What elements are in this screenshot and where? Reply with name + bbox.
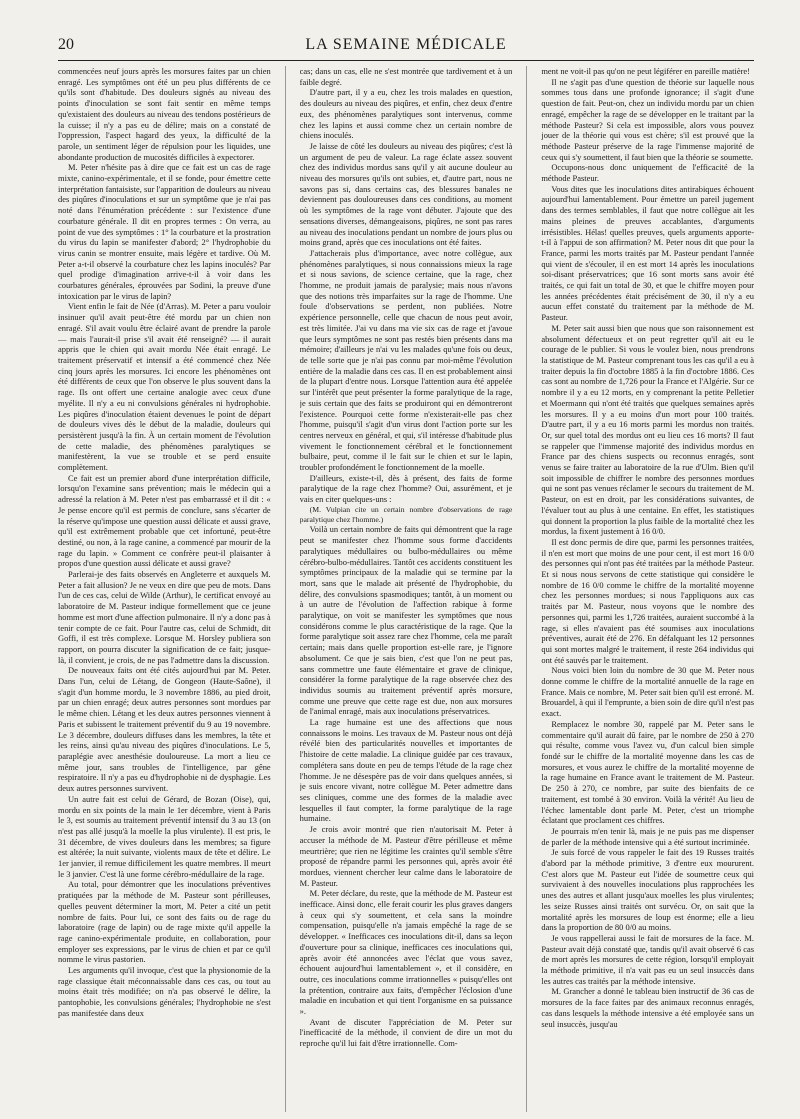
paragraph: Un autre fait est celui de Gérard, de Bozan (Oise), qui, mordu en six points de la main le 1er décembre, vient à Paris le 3, est soumis au traitement préventif intensif du 3 au 13 (on n'est pas allé jusqu'à la moelle la plus virulente). Il est pris, le 31 décembre, de vives douleurs dans les membres; sa figure est altérée; la nuit suivante, violents maux de tête et délire. Le 1er janvier, il remue difficilement les quatre membres. Il meurt le 3 janvier. C'est là une forme cérébro-médullaire de la rage.: [58, 793, 271, 879]
journal-title: LA SEMAINE MÉDICALE: [305, 36, 507, 53]
paragraph: M. Peter sait aussi bien que nous que son raisonnement est absolument défectueux et on peut regretter qu'il ait eu le courage de le publier. Si vous le voulez bien, nous prendrons la statistique de M. Pasteur comprenant tous les cas qu'il a eu à traiter depuis la fin d'octobre 1885 à la fin d'octobre 1886. Ces cas sont au nombre de 1,726 pour la France et l'Algérie. Sur ce nombre il y a eu 12 morts, en y comprenant la petite Pelletier et Moermann qui n'ont été traités que quelques semaines après les morsures. Il y a eu moins d'un mort pour 100 traités. D'autre part, il y a eu 16 morts parmi les mordus non traités. Or, sur quel total des mordus ont eu lieu ces 16 morts? Il faut se rappeler que l'immense majorité des individus mordus en France par des chiens suspects ou reconnus enragés, sont venus se faire traiter au laboratoire de la rue d'Ulm. Bien qu'il soit impossible de chiffrer le nombre des personnes mordues qui ne sont pas venues réclamer le secours du traitement de M. Pasteur, on est en droit, par les considérations suivantes, de l'évaluer tout au plus à une centaine. En effet, les statistiques qui donnent la proportion la plus faible de la mortalité chez les mordus, la fixent justement à 16 0/0.: [541, 322, 754, 537]
paragraph: Nous voici bien loin du nombre de 30 que M. Peter nous donne comme le chiffre de la mortalité annuelle de la rage en France. Mais ce nombre, M. Peter sait bien qu'il est erroné. M. Brouardel, à qui il l'emprunte, a bien soin de dire qu'il n'est pas exact.: [541, 665, 754, 719]
paragraph: Parlerai-je des faits observés en Angleterre et auxquels M. Peter a fait allusion? Je ne veux en dire que peu de mots. Dans l'un de ces cas, celui de Wilde (Arthur), le certificat envoyé au laboratoire de M. Pasteur indique formellement que ce jeune homme est mort d'une affection pulmonaire. Il n'y a donc pas à tenir compte de ce fait. Pour l'autre cas, celui de Schmidt, dit Goffi, il est très complexe. Lorsque M. Horsley publiera son rapport, on pourra discuter la signification de ce fait; jusque-là, il convient, je crois, de ne pas l'admettre dans la discussion.: [58, 569, 271, 665]
text-columns: [58, 66, 754, 1112]
paragraph: De nouveaux faits ont été cités aujourd'hui par M. Peter. Dans l'un, celui de Létang, de Gongeon (Haute-Saône), il s'agit d'un homme mordu, le 3 novembre 1886, au pied droit, par un chien enragé; deux autres personnes sont mordues par le même chien. Létang et les deux autres personnes viennent à Paris et subissent le traitement préventif du 9 au 19 novembre. Le 3 décembre, douleurs diffuses dans les membres, la tête et les reins, ainsi qu'au niveau des piqûres d'inoculations. Le 5, paraplégie avec anesthésie douloureuse. La mort a lieu ce même jour, sans troubles de l'intelligence, par gêne respiratoire. Il n'y a pas eu d'hydrophobie ni de dysphagie. Les deux autres personnes survivent.: [58, 665, 271, 794]
paragraph: Au total, pour démontrer que les inoculations préventives pratiquées par la méthode de M. Pasteur sont périlleuses, quelles peuvent déterminer la mort, M. Peter a cité un petit nombre de faits. Pour lui, ce sont des faits ou de rage du laboratoire (rage de lapin) ou de rage mixte qu'il appelle la rage canino-expérimentale produite, en collaboration, pour employer ses expressions, par le virus de chien et par ce qu'il nomme le virus pastorien.: [58, 879, 271, 965]
paragraph: D'autre part, il y a eu, chez les trois malades en question, des douleurs au niveau des piqûres, et enfin, chez deux d'entre eux, des phénomènes paralytiques sont intervenus, comme chez les lapins et aussi comme chez un certain nombre de chiens inoculés.: [299, 87, 513, 141]
paragraph: (M. Vulpian cite un certain nombre d'observations de rage paralytique chez l'homme.): [299, 504, 513, 524]
paragraph: D'ailleurs, existe-t-il, dès à présent, des faits de forme paralytique de la rage chez l'homme? Oui, assurément, et je vais en citer quelques-uns :: [299, 472, 513, 505]
page-number: 20: [58, 36, 74, 53]
paragraph: M. Peter déclare, du reste, que la méthode de M. Pasteur est inefficace. Ainsi donc, elle ferait courir les plus graves dangers à ceux qui s'y soumettent, et cela sans la moindre compensation, puisqu'elle n'a jamais empêché la rage de se développer. « Inefficaces ces inoculations dit-il, dans sa leçon d'ouverture pour sa clinique, inefficaces ces inoculations qui, après avoir été annoncées avec l'éclat que vous savez, échouent aujourd'hui lamentablement », et il considère, en outre, ces inoculations comme irrationnelles « puisqu'elles ont la prétention, contraire aux faits, d'empêcher l'éclosion d'une maladie en incubation et qui tient l'organisme en sa puissance ».: [299, 888, 513, 1017]
paragraph: Avant de discuter l'appréciation de M. Peter sur l'inefficacité de la méthode, il convient de dire un mot du reproche qu'il lui fait d'être irrationnelle. Com-: [299, 1016, 513, 1049]
paragraph: M. Peter n'hésite pas à dire que ce fait est un cas de rage mixte, canino-expérimentale, et il se fonde, pour émettre cette interprétation fantaisiste, sur l'apparition de douleurs au niveau des piqûres d'inoculations et sur un symptôme que je n'ai pas noté dans l'énumération précédente : sur l'existence d'une courbature générale. Il dit en propres termes : On verra, au point de vue des symptômes : 1° la courbature et la prostration du virus du lapin se manifester d'abord; 2° l'hydrophobie du virus canin se montrer ensuite, mais légère et tardive. Où M. Peter a-t-il observé la courbature chez les lapins inoculés? Par quel prodige d'imagination arrive-t-il à voir dans les courbatures générales, éprouvées par Sodini, la preuve d'une intoxication par le virus de lapin?: [58, 162, 271, 301]
column-3: [541, 66, 754, 1112]
paragraph: Occupons-nous donc uniquement de l'efficacité de la méthode Pasteur.: [541, 162, 754, 184]
paragraph: Il ne s'agit pas d'une question de théorie sur laquelle nous sommes tous dans une profonde ignorance; il s'agit d'une question de fait. Peut-on, chez un individu mordu par un chien enragé, empêcher la rage de se développer en le traitant par la méthode Pasteur? Si cela est impossible, alors vous pouvez jouer de la théorie qui vous est chère; s'il est prouvé que la méthode Pasteur préserve de la rage l'immense majorité de ceux qui s'y soumettent, il faut bien que la théorie se soumette.: [541, 76, 754, 162]
paragraph: Je laisse de côté les douleurs au niveau des piqûres; c'est là un argument de peu de valeur. La rage éclate assez souvent chez des individus mordus sans qu'il y ait aucune douleur au niveau des morsures qu'ils ont subies, et, d'autre part, nous ne savons pas si, dans certains cas, des blessures banales ne deviennent pas douloureuses dans ces conditions, au moment où les symptômes de la rage vont débuter. J'ajoute que des sensations diverses, démangeaisons, piqûres, ne sont pas rares au niveau des inoculations pendant un nombre de jours plus ou moins grand, après que ces inoculations ont été faites.: [299, 140, 513, 248]
paragraph: Les arguments qu'il invoque, c'est que la physionomie de la rage classique était méconnaissable dans ces cas, ou tout au moins était très modifiée; on n'a pas observé le délire, la pantophobie, les convulsions générales; l'hydrophobie ne s'est pas manifestée dans deux: [58, 965, 271, 1018]
paragraph: Ce fait est un premier abord d'une interprétation difficile, lorsqu'on l'examine sans prévention; mais le médecin qui a adressé la relation à M. Peter n'est pas embarrassé et il dit : « Je pense encore qu'il est permis de conclure, sans s'écarter de la réserve qu'impose une question aussi délicate et aussi grave, qu'il est extrêmement probable que cet infortuné, peut-être destiné, ou non, à la rage canine, a commencé par mourir de la rage du lapin. » Comment ce confrère peut-il plaisanter à propos d'une question aussi délicate et aussi grave?: [58, 472, 271, 569]
paragraph: Je crois avoir montré que rien n'autorisait M. Peter à accuser la méthode de M. Pasteur d'être périlleuse et même meurtrière; que rien ne légitime les craintes qu'il semble s'être proposé de répandre parmi les personnes qui, après avoir été mordues, viennent chercher leur calme dans le laboratoire de M. Pasteur.: [299, 824, 513, 888]
column-divider: [285, 66, 286, 1112]
paragraph: Il est donc permis de dire que, parmi les personnes traitées, il n'en est mort que moins de une pour cent, il est mort 16 0/0 des personnes qui n'ont pas été traitées par la méthode Pasteur. Et si nous nous servons de cette statistique qui considère le nombre de 16 0/0 comme le chiffre de la mortalité moyenne chez les personnes mordues; si nous l'appliquons aux cas traités par M. Pasteur, nous voyons que le nombre des personnes qui, parmi les 1,726 traitées, auraient succombé à la rage, si elles n'avaient pas été soumises aux inoculations préventives, aurait été de 276. En défalquant les 12 personnes qui sont mortes malgré le traitement, il reste 264 individus qui ont été sauvés par le traitement.: [541, 536, 754, 665]
column-divider: [526, 66, 527, 1112]
paragraph: La rage humaine est une des affections que nous connaissons le moins. Les travaux de M. Pasteur nous ont déjà révélé bien des particularités nouvelles et importantes de l'histoire de cette maladie. La clinique guidée par ces travaux, complétera sans doute en peu de temps l'étude de la rage chez l'homme. Je ne désespère pas de voir dans quelques années, si je suis encore vivant, notre collègue M. Peter admettre dans ses cliniques, comme une des formes de la maladie avec lesquelles il faut compter, la forme paralytique de la rage humaine.: [299, 717, 513, 824]
paragraph: J'attacherais plus d'importance, avec notre collègue, aux phénomènes paralytiques, si nous connaissions mieux la rage et si nous savions, de science certaine, que la rage, chez l'homme, ne produit jamais de paralysie; mais nous n'avons que des notions très imparfaites sur la rage de l'homme. Une foule d'observations se perdent, non publiées. Notre expérience personnelle, celle que chacun de nous peut avoir, est très limitée. J'ai vu dans ma vie six cas de rage et j'avoue que leurs symptômes ne sont pas restés bien présents dans ma mémoire; d'ailleurs je n'ai vu les malades qu'une fois ou deux, de telle sorte que je n'ai pas connu par moi-même l'évolution entière de la maladie dans ces cas. Il en est probablement ainsi de la plupart d'entre nous. Lorsque l'attention aura été appelée sur l'intérêt que peut présenter la forme paralytique de la rage, je suis certain que des faits se produiront qui en démontreront l'existence. Pourquoi cette forme n'existerait-elle pas chez l'homme, puisqu'il s'agit d'un virus dont l'action porte sur les centres nerveux en général, et qui, s'il intéresse d'habitude plus vivement le fonctionnement cérébral et le fonctionnement bulbaire, peut, comme il le fait sur le chien et sur le lapin, troubler profondément le fonctionnement de la moelle.: [299, 247, 513, 473]
paragraph: Vous dites que les inoculations dites antirabiques échouent aujourd'hui lamentablement. Pour émettre un pareil jugement dans des termes semblables, il faut que notre collègue ait les mains pleines de preuves accablantes, d'arguments irrésistibles. Hélas! quelles preuves, quels arguments apporte-t-il à l'appui de son affirmation? M. Peter nous dit que pour la France, parmi les morts traités par M. Pasteur pendant l'année qui vient de s'écouler, il en est mort 14 après les inoculations soi-disant préservatrices; que 16 sont morts sans avoir été traités, ce qui fait un total de 30, et que le chiffre moyen pour les années précédentes était précisément de 30, il n'y a eu aucun effet constaté du traitement par la méthode de M. Pasteur.: [541, 183, 754, 323]
header-rule: [58, 60, 754, 61]
paragraph: Voilà un certain nombre de faits qui démontrent que la rage peut se manifester chez l'homme sous forme d'accidents paralytiques médullaires ou bulbo-médullaires ou même cérébro-bulbo-médullaires. Tantôt ces accidents constituent les symptômes principaux de la maladie qui se termine par la mort, sans que le malade ait présenté de l'hydrophobie, du délire, des convulsions spasmodiques; tantôt, à un moment ou à un autre de l'évolution de l'affection rabique à forme paralytique, on voit se manifester les symptômes que nous considérons comme le plus caractéristique de la rage. Que la forme paralytique soit assez rare chez l'homme, cela me paraît certain; mais dans quelle proportion est-elle rare, je l'ignore absolument. Ce que je sais bien, c'est que l'on ne peut pas, sans commettre une faute élémentaire et grave de clinique, considérer la forme paralytique de la rage observée chez des individus soumis au traitement préventif après morsure, comme une preuve que cette rage est due, non aux morsures de l'animal enragé, mais aux inoculations préservatrices.: [299, 524, 513, 717]
paragraph: M. Grancher a donné le tableau bien instructif de 36 cas de morsures de la face faites par des animaux reconnus enragés, cas dans lesquels la méthode intensive a été employée sans un seul insuccès, jusqu'au: [541, 986, 754, 1029]
paragraph: commencées neuf jours après les morsures faites par un chien enragé. Les symptômes ont été un peu plus différents de ce qu'ils sont d'habitude. Des douleurs signés au niveau des points d'inoculation se sont fait sentir en même temps qu'existaient des douleurs au niveau des tendons postérieurs de la cuisse; il n'y a pas eu de délire; mais on a constaté de l'oppression, l'aspect hagard des yeux, la difficulté de la parole, un sentiment léger de répulsion pour les liquides, une abondante production de mucosités difficiles à expectorer.: [58, 66, 271, 162]
paragraph: Je suis forcé de vous rappeler le fait des 19 Russes traités d'abord par la méthode primitive, 3 d'entre eux moururent. C'est alors que M. Pasteur eut l'idée de soumettre ceux qui survivaient à des nouvelles inoculations plus rapprochées les unes des autres et allant jusqu'aux moelles les plus virulentes; les seize Russes ainsi traités ont survécu. Or, on sait que la mortalité après les morsures de loup est énorme; elle a lieu dans la proportion de 80 0/0 au moins.: [541, 847, 754, 933]
column-2: [300, 66, 513, 1112]
paragraph: Vient enfin le fait de Née (d'Arras). M. Peter a paru vouloir insinuer qu'il avait peut-être été mordu par un chien non enragé. S'il avait voulu être éclairé avant de prendre la parole — mais l'aurait-il prise s'il avait été renseigné? — il aurait appris que le chien qui avait mordu Née était enragé. Le traitement préservatif et intensif a été commencé chez Née cinq jours après les morsures. Ici encore les phénomènes ont été différents de ceux que l'on observe le plus souvent dans la rage. Ils ont offert une certaine analogie avec ceux d'une myélite. Il n'y a eu ni convulsions générales ni hydrophobie. Les piqûres d'inoculation étaient devenues le point de départ de douleurs vives dès le début de la maladie, douleurs qui persistèrent jusqu'à la fin. À un certain moment de l'évolution de cette maladie, des phénomènes paralytiques se manifestèrent, la vue se trouble et se perd ensuite complètement.: [58, 301, 271, 473]
paragraph: cas; dans un cas, elle ne s'est montrée que tardivement et à un faible degré.: [299, 66, 513, 87]
page-header: [58, 0, 754, 62]
paragraph: ment ne voit-il pas qu'on ne peut légiférer en pareille matière!: [541, 66, 750, 76]
column-1: [58, 66, 271, 1112]
paragraph: Je pourrais m'en tenir là, mais je ne puis pas me dispenser de parler de la méthode intensive qui a été surtout incriminée.: [541, 825, 754, 847]
paragraph: Remplacez le nombre 30, rappelé par M. Peter sans le commentaire qu'il aurait dû faire, par le nombre de 250 à 270 qui résulte, comme vous l'avez vu, d'un calcul bien simple fondé sur le chiffre de la mortalité moyenne dans les cas de morsures, et vous aurez le chiffre de la mortalité moyenne de la rage humaine en France avant le traitement de M. Pasteur. De 250 à 270, ce nombre, par suite des bienfaits de ce traitement, est tombé à 30 environ. Voilà la vérité! Au lieu de l'échec lamentable dont parle M. Peter, c'est un triomphe éclatant que proclament ces chiffres.: [541, 718, 754, 826]
paragraph: Je vous rappellerai aussi le fait de morsures de la face. M. Pasteur avait déjà constaté que, tandis qu'il avait observé 6 cas de mort après les morsures de cette région, lorsqu'il employait la méthode primitive, il n'a vait pas eu un seul insuccès dans les autres cas traités par la méthode intensive.: [541, 932, 754, 986]
